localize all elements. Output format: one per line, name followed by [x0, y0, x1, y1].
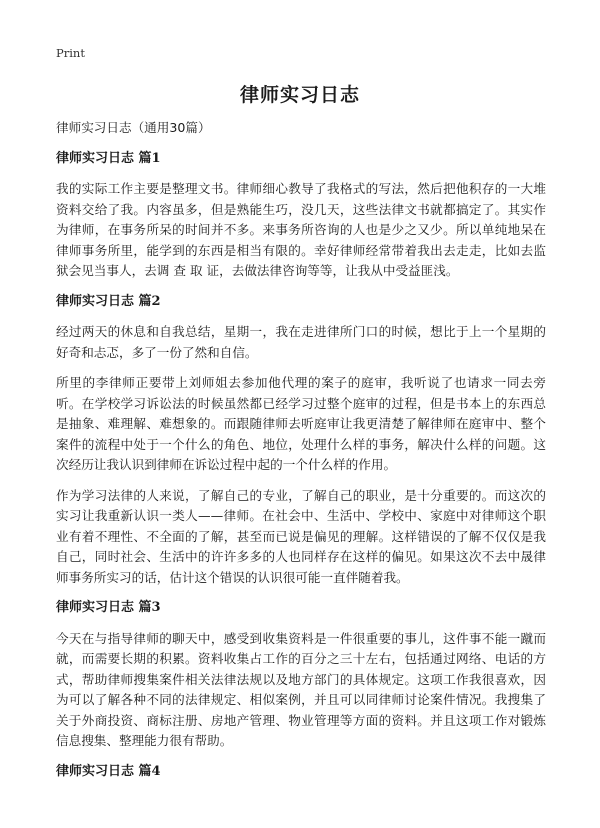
section-4 [56, 762, 546, 783]
section-heading: 律师实习日志 篇2 [56, 293, 161, 309]
section-2 [56, 292, 546, 589]
section-heading: 律师实习日志 篇3 [56, 600, 161, 615]
section-3 [56, 598, 546, 752]
paragraph: 所里的李律师正要带上刘师姐去参加他代理的案子的庭审，我听说了也请求一同去旁听。在学校学习诉讼法的时候虽然都已经学习过整个庭审的过程，但是书本上的东西总是抽象、难理解、难想象的。而跟随律师去听庭审让我更清楚了解律师在庭审中、整个案件的流程中处于一个什么的角色、地位，处理什么样的事务，解决什么样的问题。这次经历让我认识到律师在诉讼过程中起的一个什么样的作用。 [56, 375, 546, 472]
document-body [56, 118, 546, 792]
document-subtitle: 律师实习日志（通用30篇） [56, 120, 211, 135]
paragraph: 经过两天的休息和自我总结，星期一，我在走进律所门口的时候，想比于上一个星期的好奇和忐忑，多了一份了然和自信。 [56, 324, 546, 360]
paragraph: 今天在与指导律师的聊天中，感受到收集资料是一件很重要的事儿，这件事不能一蹴而就，而需要长期的积累。资料收集占工作的百分之三十左右，包括通过网络、电话的方式，帮助律师搜集案件相关法律法规以及地方部门的具体规定。这项工作我很喜欢，因为可以了解各种不同的法律规定、相似案例，并且可以同律师讨论案件情况。我搜集了关于外商投资、商标注册、房地产管理、物业管理等方面的资料。并且这项工作对锻炼信息搜集、整理能力很有帮助。 [56, 630, 546, 748]
page-title: 律师实习日志 [239, 84, 360, 106]
paragraph: 作为学习法律的人来说，了解自己的专业，了解自己的职业，是十分重要的。而这次的实习让我重新认识一类人——律师。在社会中、生活中、学校中、家庭中对律师这个职业有着不理性、不全面的了解，甚至而已说是偏见的理解。这样错误的了解不仅仅是我自己，同时社会、生活中的许许多多的人也同样存在这样的偏见。如果这次不去中晟律师事务所实习的话，估计这个错误的认识很可能一直伴随着我。 [56, 487, 546, 585]
paragraph: 我的实际工作主要是整理文书。律师细心教导了我格式的写法，然后把他积存的一大堆资料交给了我。内容虽多，但是熟能生巧，没几天，这些法律文书就都搞定了。其实作为律师，在事务所呆的时间并不多。来事务所咨询的人也是少之又少。所以单纯地呆在律师事务所里，能学到的东西是相当有限的。幸好律师经常带着我出去走走，比如去监狱会见当事人，去调 查 取 证，去做法律咨询等等，让我从中受益匪浅。 [56, 181, 546, 278]
section-heading: 律师实习日志 篇1 [56, 150, 161, 166]
section-heading: 律师实习日志 篇4 [56, 763, 161, 779]
print-link[interactable]: Print [56, 46, 85, 60]
section-1 [56, 149, 546, 282]
